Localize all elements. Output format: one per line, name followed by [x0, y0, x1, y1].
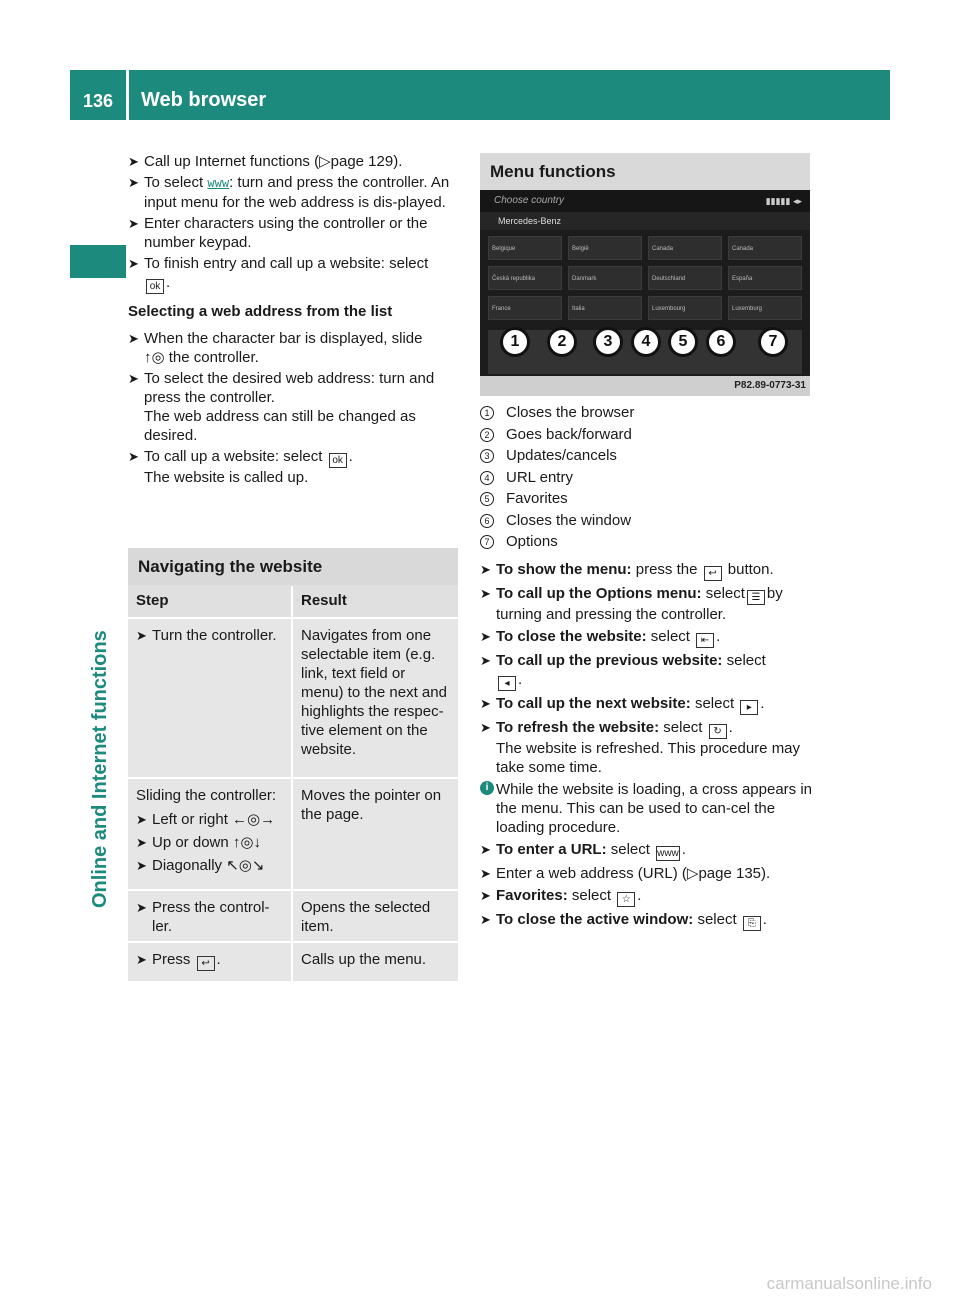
step-arrow-icon: ➤	[480, 912, 491, 927]
page-ref-icon: ▷	[686, 865, 699, 882]
country-tile: Deutschland	[648, 266, 722, 290]
step-arrow-icon: ➤	[128, 371, 139, 386]
screenshot-header: Choose country	[480, 190, 810, 212]
legend-item: 5 Favorites	[480, 490, 810, 512]
step-arrow-icon: ➤	[480, 586, 491, 601]
step-arrow-icon: ➤	[128, 154, 139, 169]
side-tab-marker	[70, 245, 126, 278]
close-window-icon: ⎘	[743, 916, 761, 931]
step-arrow-icon: ➤	[480, 866, 491, 881]
step-arrow-icon: ➤	[128, 216, 139, 231]
step-arrow-icon: ➤	[480, 842, 491, 857]
close-browser-icon: ⇤	[696, 633, 714, 648]
step-cell: ➤ Press the control-ler.	[128, 891, 291, 941]
legend-item: 4 URL entry	[480, 469, 810, 491]
country-tile: Danmark	[568, 266, 642, 290]
callout-7: 7	[758, 327, 788, 357]
instruction-step: ➤ To call up the previous website: select ◂ .	[480, 652, 766, 689]
country-tile: Luxembourg	[648, 296, 722, 320]
instruction-step: ➤ To select the desired web address: turn and press the controller. The web address can still be changed as desired.	[128, 370, 435, 444]
page-title: Web browser	[141, 89, 267, 111]
instruction-step: ➤ To call up the Options menu: select ☰ by turning and pressing the controller.	[480, 585, 783, 623]
instruction-step: ➤ Call up Internet functions (▷page 129).	[128, 153, 403, 170]
country-tile: España	[728, 266, 802, 290]
slide-up-down-icon: ↑◎↓	[232, 834, 261, 851]
navigation-table	[128, 585, 458, 983]
legend-item: 7 Options	[480, 533, 810, 555]
table-row	[128, 943, 458, 983]
step-arrow-icon: ➤	[480, 720, 491, 735]
subheading: Selecting a web address from the list	[128, 303, 393, 320]
ok-icon: ok	[146, 279, 164, 294]
step-arrow-icon: ➤	[480, 562, 491, 577]
instruction-step: ➤ To close the active window: select ⎘ .	[480, 911, 767, 929]
ok-icon: ok	[329, 453, 347, 468]
table-header-row	[128, 585, 458, 619]
browser-screenshot	[480, 190, 810, 396]
instruction-step: ➤ Enter characters using the controller or the number keypad.	[128, 215, 428, 251]
callout-5: 5	[668, 327, 698, 357]
country-tile: Canada	[728, 236, 802, 260]
country-tile: Canada	[648, 236, 722, 260]
instruction-step: ➤ To enter a URL: select www .	[480, 841, 686, 859]
column-header-step: Step	[128, 585, 291, 617]
legend-item: 1 Closes the browser	[480, 404, 810, 426]
column-header-result: Result	[293, 585, 458, 617]
instruction-step: ➤ To select www: turn and press the controller. An input menu for the web address is dis-played.	[128, 174, 450, 211]
step-arrow-icon: ➤	[136, 858, 147, 873]
info-note: i While the website is loading, a cross appears in the menu. This can be used to can-cel the loading procedure.	[480, 780, 815, 837]
watermark: carmanualsonline.info	[766, 1274, 932, 1293]
table-row	[128, 779, 458, 891]
instruction-step: ➤ To close the website: select ⇤ .	[480, 628, 721, 646]
callout-1: 1	[500, 327, 530, 357]
page-ref-icon: ▷	[319, 153, 331, 170]
callout-legend	[480, 404, 810, 555]
page-number: 136	[82, 91, 114, 111]
legend-item: 3 Updates/cancels	[480, 447, 810, 469]
step-arrow-icon: ➤	[128, 331, 139, 346]
country-tile: Belgique	[488, 236, 562, 260]
options-icon: ☰	[747, 590, 765, 605]
callout-3: 3	[593, 327, 623, 357]
section-title-menu-functions: Menu functions	[480, 153, 810, 191]
callout-2: 2	[547, 327, 577, 357]
side-tab-label: Online and Internet functions	[89, 630, 111, 908]
page-reference-link[interactable]: page 129	[330, 153, 394, 170]
instruction-step: ➤ To finish entry and call up a website: select ok .	[128, 255, 429, 292]
step-arrow-icon: ➤	[480, 653, 491, 668]
step-arrow-icon: ➤	[136, 812, 147, 827]
result-cell: Navigates from one selectable item (e.g. link, text field or menu) to the next and highlights the respec-tive element on the website.	[293, 619, 458, 777]
country-tile: Česká republika	[488, 266, 562, 290]
step-cell: ➤ Turn the controller.	[128, 619, 291, 777]
legend-item: 6 Closes the window	[480, 512, 810, 534]
signal-icon: ▮▮▮▮▮ ◂▸	[765, 196, 802, 206]
step-arrow-icon: ➤	[128, 175, 139, 190]
step-arrow-icon: ➤	[480, 629, 491, 644]
instruction-step: ➤ Enter a web address (URL) (▷page 135).	[480, 865, 771, 882]
table-row	[128, 891, 458, 943]
result-cell: Opens the selected item.	[293, 891, 458, 941]
country-tile: Italia	[568, 296, 642, 320]
table-row	[128, 619, 458, 779]
slide-left-right-icon: ←◎→	[232, 811, 276, 828]
instruction-step: ➤ To show the menu: press the ↩ button.	[480, 561, 774, 579]
callout-4: 4	[631, 327, 661, 357]
www-code: www	[207, 176, 230, 190]
left-column	[128, 152, 458, 489]
result-cell: Moves the pointer on the page.	[293, 779, 458, 889]
instruction-step: ➤ To refresh the website: select ↻ . The website is refreshed. This procedure may take some time.	[480, 719, 801, 776]
screenshot-brand: Mercedes-Benz	[480, 212, 810, 230]
step-arrow-icon: ➤	[136, 835, 147, 850]
step-arrow-icon: ➤	[128, 449, 139, 464]
back-button-icon: ↩	[197, 956, 215, 971]
instruction-step: ➤ Favorites: select ☆ .	[480, 887, 642, 905]
next-icon: ▸	[740, 700, 758, 715]
step-arrow-icon: ➤	[480, 888, 491, 903]
country-tile: France	[488, 296, 562, 320]
instruction-step: ➤ To call up a website: select ok . The website is called up.	[128, 448, 353, 486]
instruction-step: ➤ When the character bar is displayed, slide ↑◎ the controller.	[128, 330, 423, 366]
previous-icon: ◂	[498, 676, 516, 691]
step-arrow-icon: ➤	[128, 256, 139, 271]
back-button-icon: ↩	[704, 566, 722, 581]
slide-diagonal-icon: ↖◎↘	[226, 857, 265, 874]
url-entry-icon: www	[657, 848, 679, 859]
refresh-icon: ↻	[709, 724, 727, 739]
country-tile: Luxemburg	[728, 296, 802, 320]
favorites-icon: ☆	[617, 892, 635, 907]
callout-6: 6	[706, 327, 736, 357]
screenshot-code: P82.89-0773-31	[734, 380, 806, 391]
step-arrow-icon: ➤	[136, 952, 147, 967]
result-cell: Calls up the menu.	[293, 943, 458, 981]
country-grid	[488, 236, 802, 320]
step-arrow-icon: ➤	[136, 900, 147, 915]
header-divider	[126, 70, 129, 120]
page-reference-link[interactable]: page 135	[698, 865, 762, 882]
instruction-step: ➤ To call up the next website: select ▸ .	[480, 695, 765, 713]
step-cell: Sliding the controller: ➤ Left or right ←◎→ ➤ Up or down ↑◎↓ ➤ Diagonally ↖◎↘	[128, 779, 291, 889]
section-title-navigating: Navigating the website	[128, 548, 458, 586]
step-arrow-icon: ➤	[136, 628, 147, 643]
country-tile: België	[568, 236, 642, 260]
page-header	[70, 70, 890, 120]
info-icon: i	[480, 781, 494, 795]
menu-instructions	[480, 560, 815, 934]
slide-up-icon: ↑◎	[144, 349, 165, 366]
legend-item: 2 Goes back/forward	[480, 426, 810, 448]
step-cell: ➤ Press ↩ .	[128, 943, 291, 981]
step-arrow-icon: ➤	[480, 696, 491, 711]
